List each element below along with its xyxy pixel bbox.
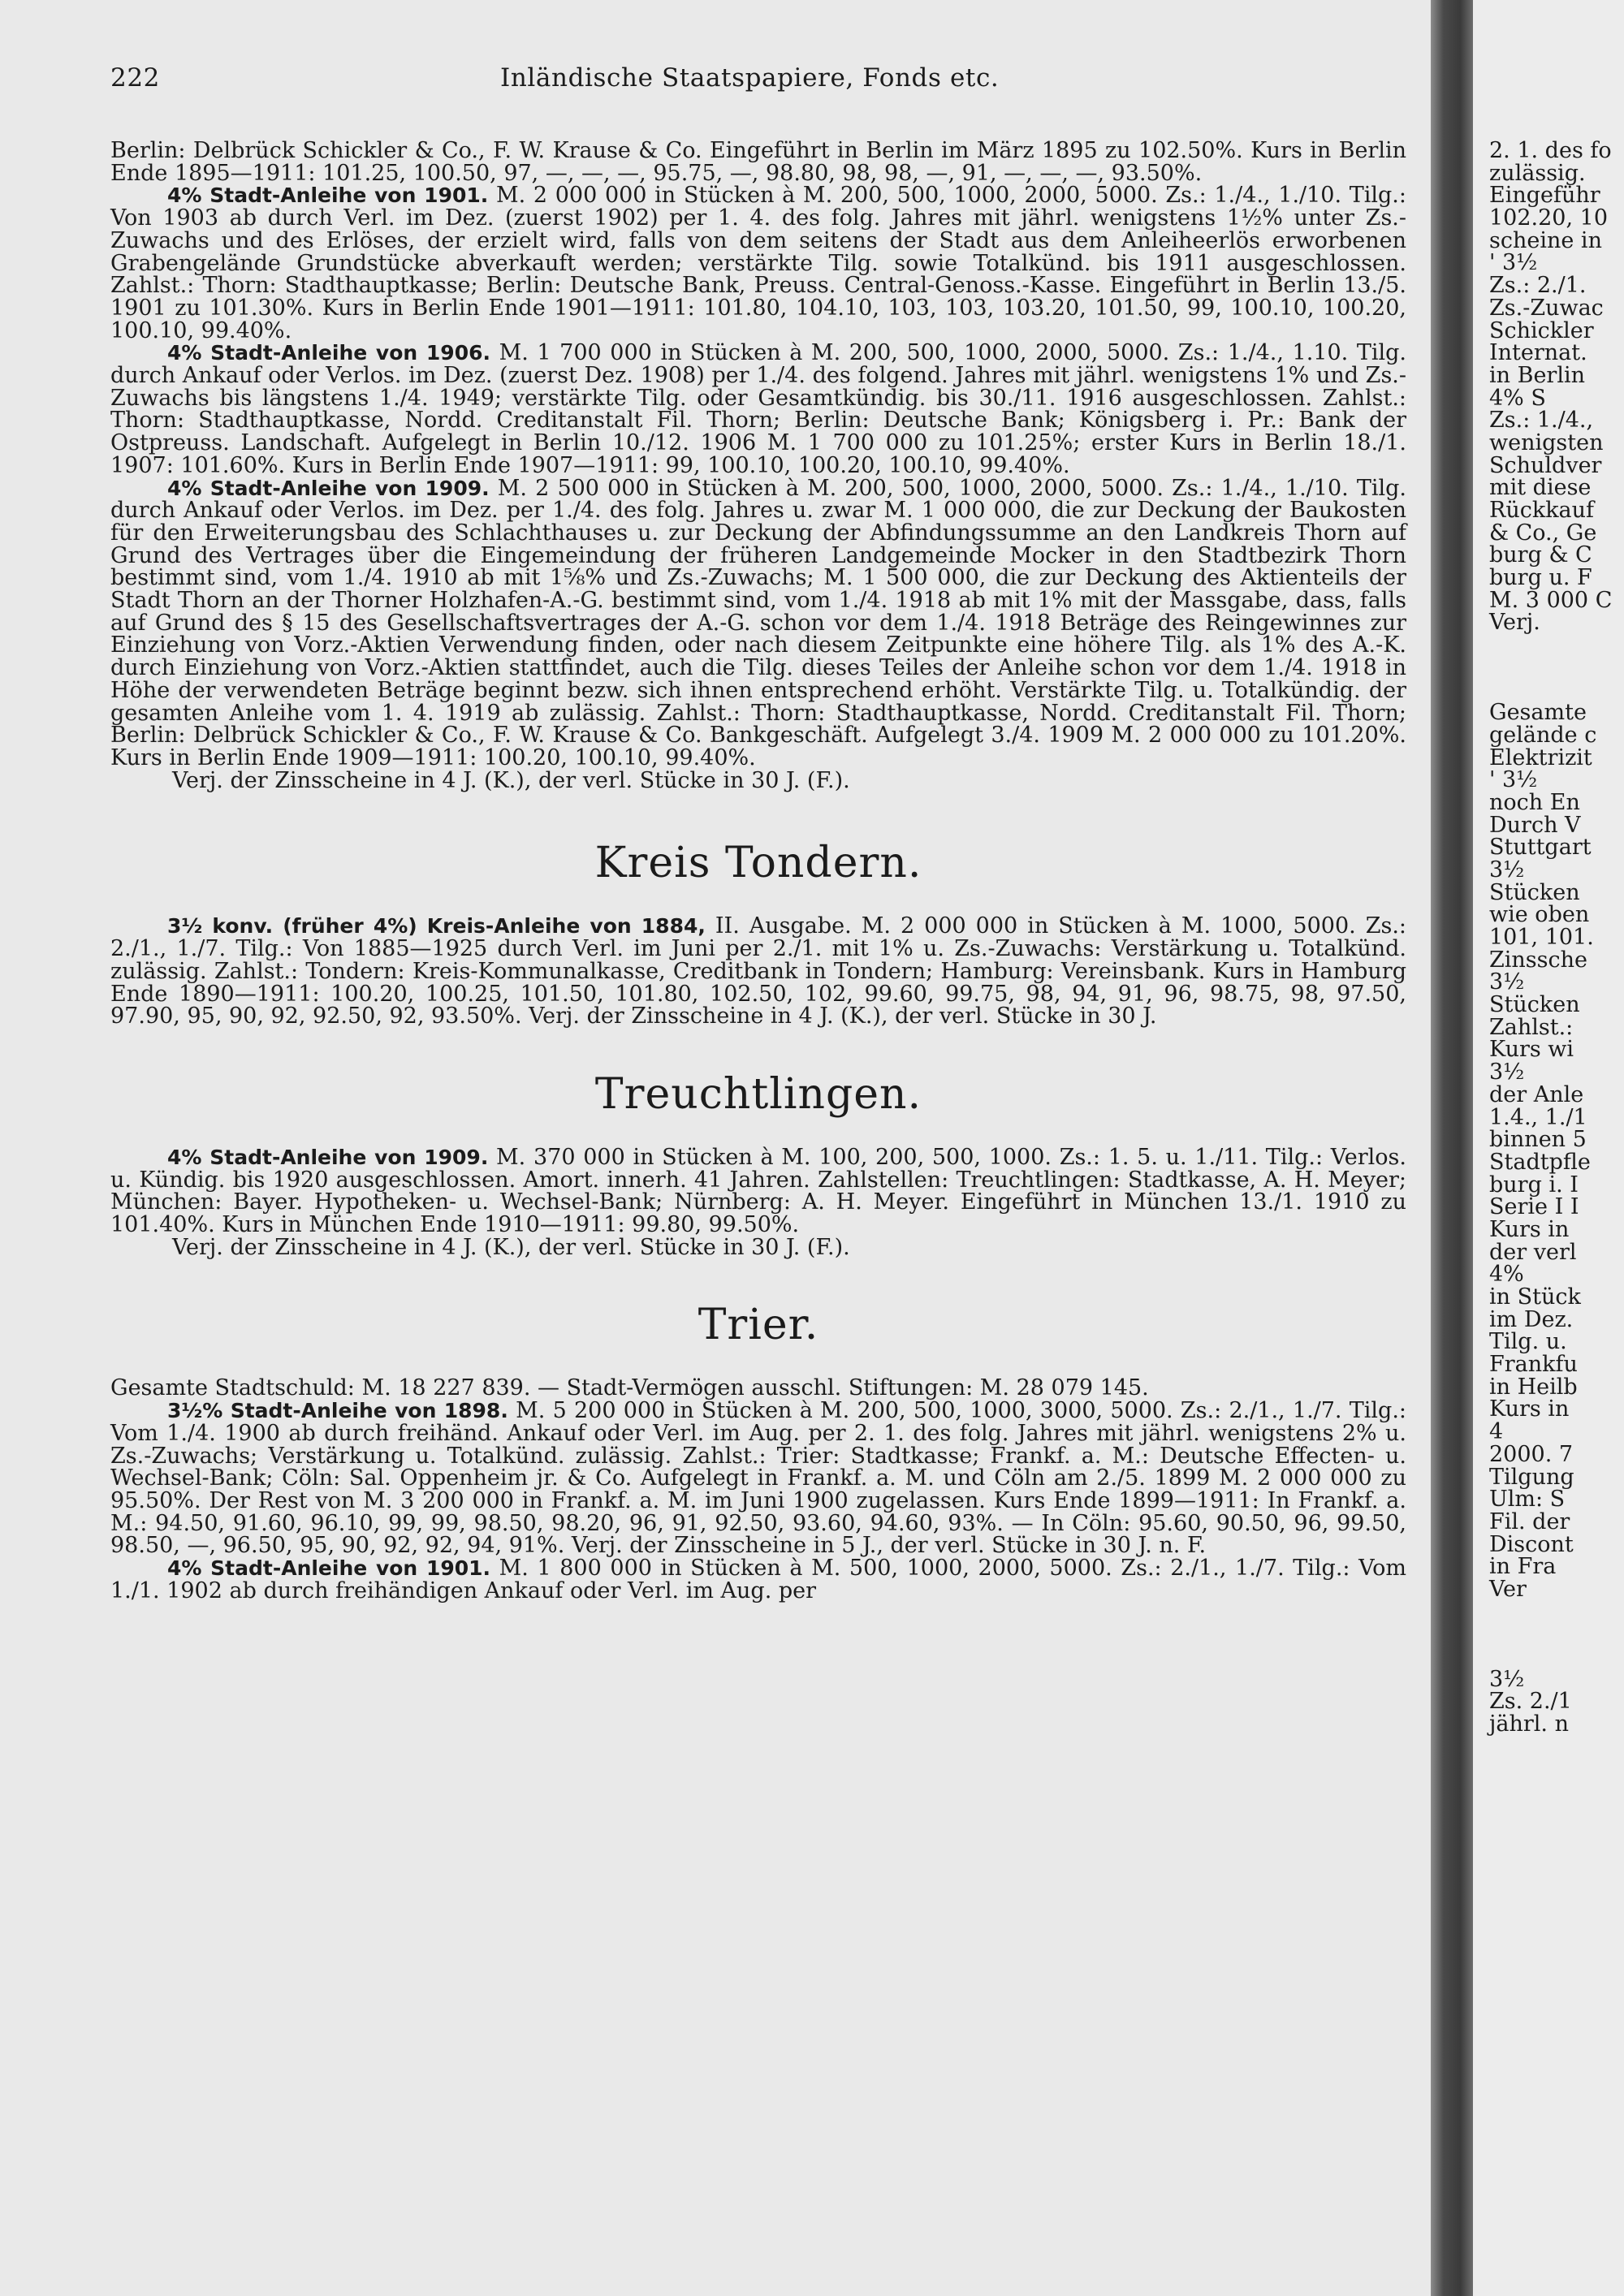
bond-entry: [110, 342, 1406, 477]
facing-page-line: Stuttgart: [1489, 835, 1592, 861]
facing-page-line: Tilgung: [1489, 1464, 1574, 1490]
book-binding: [1431, 0, 1473, 2296]
facing-page-line: 3½: [1489, 969, 1525, 995]
facing-page-line: zulässig.: [1489, 160, 1586, 186]
facing-page-line: Zs. 2./1: [1489, 1689, 1572, 1715]
facing-page-line: mit diese: [1489, 475, 1592, 501]
paragraph-text: M. 1 700 000 in Stücken à M. 200, 500, 1000, 2000, 5000. Zs.: 1./4., 1.10. Tilg. durch Ankauf oder Verlos. im Dez. (zuerst Dez. 1908) per 1./4. des folgend. Jahres mit jährl. wenigstens 1% und Zs.-Zuwachs bis längstens 1./4. 1949; verstärkte Tilg. oder Gesamtkündig. bis 30./11. 1916 ausgeschlossen. Zahlst.: Thorn: Stadthauptkasse, Nordd. Creditanstalt Fil. Thorn; Berlin: Deutsche Bank; Königsberg i. Pr.: Bank der Ostpreuss. Landschaft. Aufgelegt in Berlin 10./12. 1906 M. 1 700 000 zu 101.25%; erster Kurs in Berlin 18./1. 1907: 101.60%. Kurs in Berlin Ende 1907—1911: 99, 100.10, 100.20, 100.10, 99.40%.: [110, 340, 1406, 478]
facing-page-line: Elektrizit: [1489, 744, 1592, 770]
bond-entry-heading: 4% Stadt-Anleihe von 1909.: [167, 1145, 489, 1169]
facing-page-line: in Stück: [1489, 1284, 1581, 1310]
facing-page-line: Schickler: [1489, 317, 1594, 343]
facing-page-line: Frankfu: [1489, 1352, 1578, 1378]
bond-entry-heading: 4% Stadt-Anleihe von 1909.: [167, 476, 490, 500]
facing-page-line: 3½: [1489, 1666, 1525, 1692]
paragraph-text: M. 2 500 000 in Stücken à M. 200, 500, 1000, 2000, 5000. Zs.: 1./4., 1./10. Tilg. durch Ankauf oder Verlos. im Dez. per 1./4. des folg. Jahres u. zwar M. 1 000 000, die zur Deckung der Baukosten für den Erweiterungsbau des Schlachthauses u. zur Deckung der Abfindungssumme an den Landkreis Thorn auf Grund des Vertrages über die Eingemeindung der früheren Landgemeinde Mocker in den Stadtbezirk Thorn bestimmt sind, vom 1./4. 1910 ab mit 1⅝% und Zs.-Zuwachs; M. 1 500 000, die zur Deckung des Aktienteils der Stadt Thorn an der Thorner Holzhafen-A.-G. bestimmt sind, vom 1./4. 1918 ab mit 1% mit der Massgabe, dass, falls auf Grund des § 15 des Gesellschaftsvertrages der A.-G. schon vor dem 1./4. 1918 Beträge des Reingewinnes zur Einziehung von Vorz.-Aktien Verwendung finden, oder nach diesem Zeitpunkte eine höhere Tilg. als 1% des A.-K. durch Einziehung von Vorz.-Aktien stattfindet, auch die Tilg. dieses Teiles der Anleihe schon vor dem 1./4. 1918 in Höhe der verwendeten Beträge beginnt bezw. sich ihnen entsprechend erhöht. Verstärkte Tilg. u. Totalkündig. der gesamten Anleihe vom 1. 4. 1919 ab zulässig. Zahlst.: Thorn: Stadthauptkasse, Nordd. Creditanstalt Fil. Thorn; Berlin: Delbrück Schickler & Co., F. W. Krause & Co. Bankgeschäft. Aufgelegt 3./4. 1909 M. 2 000 000 zu 101.20%. Kurs in Berlin Ende 1909—1911: 100.20, 100.10, 99.40%.: [110, 475, 1406, 770]
facing-page-line: 4: [1489, 1419, 1504, 1445]
facing-page-line: Gesamte: [1489, 700, 1587, 726]
facing-page-line: Kurs wi: [1489, 1037, 1574, 1063]
section-title-tondern: Kreis Tondern.: [594, 839, 922, 888]
bond-entry: [110, 1557, 1406, 1602]
facing-page-line: Zinssche: [1489, 947, 1587, 973]
facing-page-line: binnen 5: [1489, 1127, 1587, 1153]
facing-page-line: ' 3½: [1489, 250, 1538, 276]
bond-entry-heading: 4% Stadt-Anleihe von 1901.: [167, 1556, 491, 1581]
facing-page-line: in Fra: [1489, 1554, 1557, 1580]
running-title: Inländische Staatspapiere, Fonds etc.: [500, 63, 1000, 93]
facing-page-line: noch En: [1489, 789, 1580, 815]
paragraph-text: M. 1 800 000 in Stücken à M. 500, 1000, 2000, 5000. Zs.: 2./1., 1./7. Tilg.: Vom 1./1. 1902 ab durch freihändigen Ankauf oder Verl. im Aug. per: [110, 1556, 1406, 1603]
facing-page-line: 3½: [1489, 857, 1525, 883]
facing-page-line: gelände c: [1489, 722, 1597, 748]
facing-page-line: Internat.: [1489, 340, 1587, 366]
facing-page-line: scheine in: [1489, 227, 1602, 253]
facing-page: [1473, 0, 1624, 2296]
paragraph-text: Berlin: Delbrück Schickler & Co., F. W. Krause & Co. Eingeführt in Berlin im März 1895 zu 102.50%. Kurs in Berlin Ende 1895—1911: 101.25, 100.50, 97, —, —, —, 95.75, —, 98.80, 98, 98, —, 91, —, —, —, 93.50%.: [110, 138, 1406, 186]
facing-page-line: 1.4., 1./1: [1489, 1104, 1587, 1130]
facing-page-line: Durch V: [1489, 812, 1581, 838]
bond-entry: [110, 1146, 1406, 1236]
text-body: [110, 140, 1406, 1602]
text-paragraph: [110, 140, 1406, 184]
facing-page-line: Eingeführ: [1489, 183, 1600, 209]
bond-entry: [110, 1400, 1406, 1557]
page-number: 222: [110, 63, 160, 93]
facing-page-line: Zs.: 2./1.: [1489, 273, 1587, 299]
section-title-treuchtlingen: Treuchtlingen.: [594, 1069, 922, 1119]
paragraph-text: M. 2 000 000 in Stücken à M. 200, 500, 1000, 2000, 5000. Zs.: 1./4., 1./10. Tilg.: Von 1903 ab durch Verl. im Dez. (zuerst 1902) per 1. 4. des folg. Jahres mit jährl. wenigstens 1½% unter Zs.-Zuwachs und des Erlöses, der erzielt wird, falls von dem seitens der Stadt aus dem Anleiheerlös erworbenen Grabengelände Grundstücke abverkauft werden; verstärkte Tilg. sowie Totalkünd. bis 1911 ausgeschlossen. Zahlst.: Thorn: Stadthauptkasse; Berlin: Deutsche Bank, Preuss. Central-Genoss.-Kasse. Eingeführt in Berlin 13./5. 1901 zu 101.30%. Kurs in Berlin Ende 1901—1911: 101.80, 104.10, 103, 103, 103.20, 101.50, 99, 100.10, 100.20, 100.10, 99.40%.: [110, 183, 1406, 343]
facing-page-line: Serie I I: [1489, 1194, 1579, 1220]
facing-page-line: 102.20, 10: [1489, 205, 1608, 231]
facing-page-line: Zs.: 1./4.,: [1489, 408, 1594, 434]
facing-page-line: der verl: [1489, 1239, 1577, 1265]
section-title-trier: Trier.: [698, 1301, 819, 1350]
facing-page-line: Ver: [1489, 1576, 1527, 1602]
facing-page-line: Verj.: [1489, 610, 1540, 636]
paragraph-text: II. Ausgabe. M. 2 000 000 in Stücken à M. 1000, 5000. Zs.: 2./1., 1./7. Tilg.: Von 1885—1925 durch Verl. im Juni per 2./1. mit 1% u. Zs.-Zuwachs: Verstärkung u. Totalkünd. zulässig. Zahlst.: Tondern: Kreis-Kommunalkasse, Creditbank in Tondern; Hamburg: Vereinsbank. Kurs in Hamburg Ende 1890—1911: 100.20, 100.25, 101.50, 101.80, 102.50, 102, 99.60, 99.75, 98, 94, 91, 96, 98.75, 98, 97.50, 97.90, 95, 90, 92, 92.50, 92, 93.50%. Verj. der Zinsscheine in 4 J. (K.), der verl. Stücke in 30 J.: [110, 913, 1406, 1029]
facing-page-line: Ulm: S: [1489, 1487, 1566, 1513]
bond-entry: [110, 184, 1406, 342]
facing-page-line: ' 3½: [1489, 767, 1538, 793]
facing-page-line: Discont: [1489, 1531, 1574, 1557]
facing-page-text: [1489, 140, 1624, 1736]
facing-page-line: Tilg. u.: [1489, 1329, 1567, 1355]
facing-page-line: 2. 1. des fo: [1489, 138, 1612, 163]
paragraph-text: Verj. der Zinsscheine in 4 J. (K.), der verl. Stücke in 30 J. (F.).: [172, 1234, 850, 1260]
facing-page-line: [1489, 634, 1624, 701]
facing-page-line: in Heilb: [1489, 1374, 1578, 1400]
facing-page-line: Kurs in: [1489, 1396, 1570, 1422]
facing-page-line: Zs.-Zuwac: [1489, 295, 1604, 321]
facing-page-line: Kurs in: [1489, 1216, 1570, 1242]
facing-page-line: der Anle: [1489, 1081, 1584, 1107]
facing-page-line: 3½: [1489, 1060, 1525, 1085]
facing-page-line: Stücken: [1489, 879, 1580, 905]
text-paragraph: [110, 1377, 1406, 1400]
limitation-note: [110, 1236, 1406, 1259]
facing-page-line: wenigsten: [1489, 429, 1604, 455]
paragraph-text: Gesamte Stadtschuld: M. 18 227 839. — Stadt-Vermögen ausschl. Stiftungen: M. 28 079 145.: [110, 1375, 1149, 1401]
bond-entry: [110, 915, 1406, 1028]
facing-page-line: Stücken: [1489, 992, 1580, 1018]
paragraph-text: M. 370 000 in Stücken à M. 100, 200, 500, 1000. Zs.: 1. 5. u. 1./11. Tilg.: Verlos. u. Kündig. bis 1920 ausgeschlossen. Amort. innerh. 41 Jahren. Zahlstellen: Treuchtlingen: Stadtkasse, A. H. Meyer; München: Bayer. Hypotheken- u. Wechsel-Bank; Nürnberg: A. H. Meyer. Eingeführt in München 13./1. 1910 zu 101.40%. Kurs in München Ende 1910—1911: 99.80, 99.50%.: [110, 1144, 1406, 1238]
facing-page-line: jährl. n: [1489, 1711, 1569, 1737]
bond-entry-heading: 3½% Stadt-Anleihe von 1898.: [167, 1399, 508, 1423]
bond-entry-heading: 3½ konv. (früher 4%) Kreis-Anleihe von 1884,: [167, 914, 706, 939]
page-header: [110, 63, 1406, 104]
facing-page-line: Schuldver: [1489, 452, 1602, 478]
facing-page-line: 101, 101.: [1489, 925, 1594, 950]
limitation-note: [110, 767, 1406, 793]
facing-page-line: M. 3 000 C: [1489, 587, 1613, 613]
facing-page-line: in Berlin: [1489, 362, 1585, 388]
facing-page-line: [1489, 1601, 1624, 1668]
facing-page-line: burg & C: [1489, 542, 1592, 568]
facing-page-line: im Dez.: [1489, 1306, 1574, 1332]
facing-page-line: burg i. I: [1489, 1172, 1579, 1198]
paragraph-text: Verj. der Zinsscheine in 4 J. (K.), der verl. Stücke in 30 J. (F.).: [172, 767, 850, 793]
facing-page-line: Zahlst.:: [1489, 1014, 1574, 1040]
bond-entry-heading: 4% Stadt-Anleihe von 1906.: [167, 341, 490, 365]
facing-page-line: Rückkauf: [1489, 498, 1595, 523]
bond-entry: [110, 477, 1406, 770]
facing-page-line: Stadtpfle: [1489, 1149, 1591, 1175]
facing-page-line: 2000. 7: [1489, 1441, 1574, 1467]
facing-page-line: 4%: [1489, 1262, 1524, 1288]
facing-page-line: 4% S: [1489, 385, 1546, 411]
facing-page-line: burg u. F: [1489, 565, 1592, 591]
facing-page-line: & Co., Ge: [1489, 520, 1597, 546]
paragraph-text: M. 5 200 000 in Stücken à M. 200, 500, 1000, 3000, 5000. Zs.: 2./1., 1./7. Tilg.: Vom 1./4. 1900 ab durch freihänd. Ankauf oder Verl. im Aug. per 2. 1. des folg. Jahres mit jährl. wenigstens 2% u. Zs.-Zuwachs; Verstärkung u. Totalkünd. zulässig. Zahlst.: Trier: Stadtkasse; Frankf. a. M.: Deutsche Effecten- u. Wechsel-Bank; Cöln: Sal. Oppenheim jr. & Co. Aufgelegt in Frankf. a. M. und Cöln am 2./5. 1899 M. 2 000 000 zu 95.50%. Der Rest von M. 3 200 000 in Frankf. a. M. im Juni 1900 zugelassen. Kurs Ende 1899—1911: In Frankf. a. M.: 94.50, 91.60, 96.10, 99, 99, 98.50, 98.20, 96, 91, 92.50, 93.60, 94.60, 93%. — In Cöln: 95.60, 90.50, 96, 99.50, 98.50, —, 96.50, 95, 90, 92, 92, 94, 91%. Verj. der Zinsscheine in 5 J., der verl. Stücke in 30 J. n. F.: [110, 1398, 1407, 1559]
facing-page-line: Fil. der: [1489, 1508, 1570, 1534]
facing-page-line: wie oben: [1489, 902, 1590, 928]
bond-entry-heading: 4% Stadt-Anleihe von 1901.: [167, 183, 489, 208]
